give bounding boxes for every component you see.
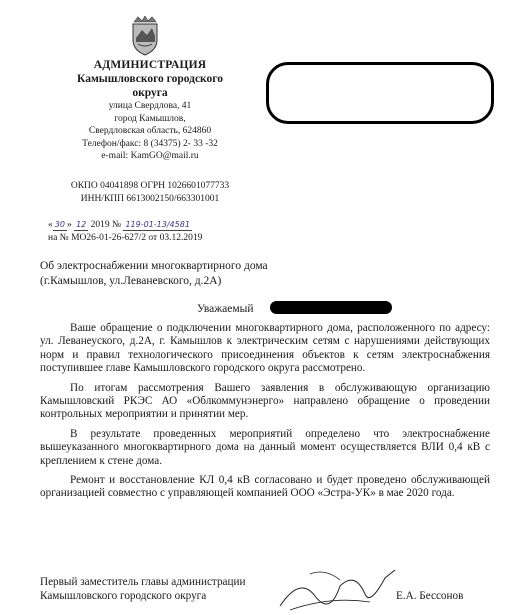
letter-body	[40, 322, 490, 507]
registration-codes	[40, 180, 260, 205]
date-quote-close: »	[66, 220, 72, 230]
okpo-ogrn-line: ОКПО 04041898 ОГРН 1026601077733	[70, 181, 230, 191]
body-paragraph: Ремонт и восстановление КЛ 0,4 кВ согласовано и будет проведено обслуживающей организацией совместно с управляющей компанией ООО «Эстра-УК» в мае 2020 года.	[40, 474, 490, 500]
body-paragraph: В результате проведенных мероприятий определено что электроснабжение вышеуказанного многоквартирного дома на данный момент осуществляется ВЛИ 0,4 кВ с креплением к стене дома.	[40, 427, 490, 467]
date-quote-open: «	[48, 220, 53, 230]
letterhead-phone: Телефон/факс: 8 (34375) 2- 33 -32	[82, 138, 218, 149]
signatory-name: Е.А. Бессонов	[396, 590, 464, 602]
salutation: Уважаемый	[197, 303, 254, 315]
letterhead	[40, 58, 260, 163]
outgoing-number: 119-01-13/4581	[125, 220, 190, 229]
date-month: 12	[76, 220, 87, 229]
incoming-reference: на № МО26-01-26-627/2 от 03.12.2019	[48, 233, 203, 243]
letterhead-org-line2: округа	[132, 87, 168, 99]
body-paragraph: Ваше обращение о подключении многоквартирного дома, расположенного по адресу: ул. Леванеуского, д.2А, г. Камышлов к электрическим сетям с нарушениями действующих норм и правил технологического присоединения объектов к сетям электроснабжения поступившее главе Камышловского городского округа рассмотрено.	[40, 322, 490, 375]
date-day: 30	[54, 220, 65, 229]
outgoing-reference	[48, 219, 278, 245]
signatory-position-line1: Первый заместитель главы администрации	[40, 576, 246, 588]
subject-line2: (г.Камышлов, ул.Леваневского, д.2А)	[40, 275, 222, 287]
inn-kpp-line: ИНН/КПП 6613002150/663301001	[80, 193, 220, 204]
letterhead-city: город Камышлов,	[114, 113, 186, 124]
letterhead-street: улица Свердлова, 41	[108, 101, 192, 111]
addressee-redaction	[266, 62, 494, 124]
letterhead-region: Свердловская область, 624860	[88, 126, 212, 136]
letterhead-title: АДМИНИСТРАЦИЯ	[93, 59, 207, 71]
recipient-name-redaction	[270, 301, 392, 314]
signatory-position-line2: Камышловского городского округа	[40, 590, 207, 602]
letter-subject	[40, 259, 340, 289]
date-year-label: 2019 №	[90, 220, 122, 230]
subject-line1: Об электроснабжении многоквартирного дома	[40, 260, 268, 272]
outgoing-date-line	[48, 219, 278, 232]
letterhead-org-line1: Камышловского городского	[77, 73, 223, 85]
body-paragraph: По итогам рассмотрения Вашего заявления в обслуживающую организацию Камышловский РКЭС АО «Облкоммунэнерго» направлено обращение о проведении контрольных мероприятии и принятии мер.	[40, 381, 490, 421]
coat-of-arms-emblem	[130, 16, 160, 56]
letterhead-email: e-mail: KamGO@mail.ru	[101, 151, 199, 161]
